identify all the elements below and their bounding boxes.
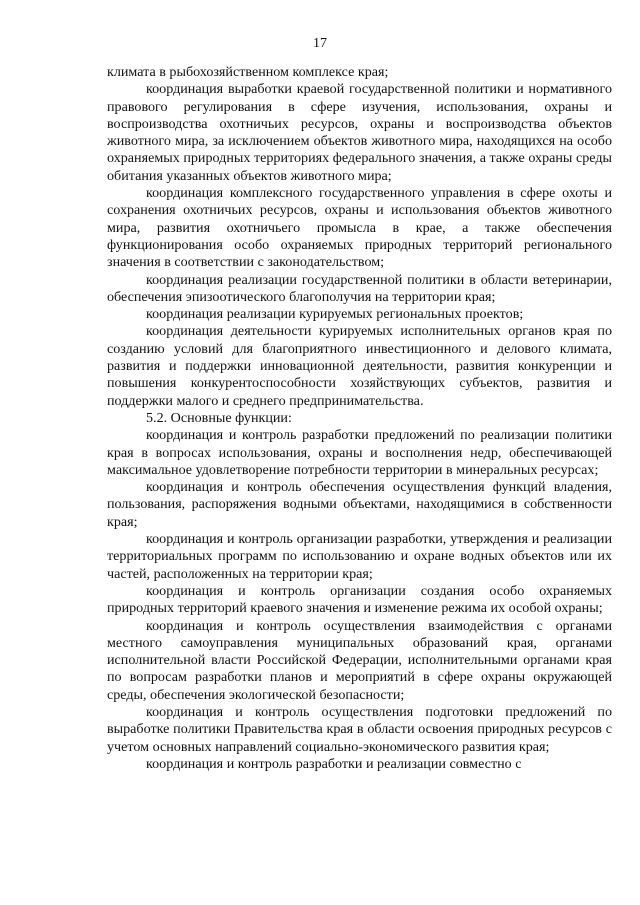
- paragraph: климата в рыбохозяйственном комплексе края;: [107, 64, 389, 80]
- paragraph: координация и контроль организации создания особо охраняемых природных территорий краевого значения и изменение режима их особой охраны;: [107, 582, 612, 617]
- paragraph: координация комплексного государственного управления в сфере охоты и сохранения охотничьих ресурсов, охраны и использования объектов животного мира, развития охотничьего промысла в крае, а также обеспечения функционирования особо охраняемых природных территорий регионального значения в соответствии с законодательством;: [107, 185, 612, 271]
- body-text: [107, 64, 612, 773]
- page-number: 17: [313, 36, 327, 51]
- paragraph: координация реализации государственной политики в области ветеринарии, обеспечения эпизоотического благополучия на территории края;: [107, 271, 612, 305]
- paragraph: координация деятельности курируемых исполнительных органов края по созданию условий для благоприятного инвестиционного и делового климата, развития и поддержки инновационной деятельности, развития конкуренции и повышения конкурентоспособности хозяйствующих субъектов, развития и поддержки малого и среднего предпринимательства.: [107, 323, 612, 409]
- paragraph: координация и контроль обеспечения осуществления функций владения, пользования, распоряжения водными объектами, находящимися в собственности края;: [107, 479, 612, 530]
- paragraph: координация и контроль разработки и реализации совместно с: [146, 755, 522, 772]
- paragraph: координация и контроль организации разработки, утверждения и реализации территориальных программ по использованию и охране водных объектов или их частей, расположенных на территории края;: [107, 531, 612, 582]
- paragraph: координация выработки краевой государственной политики и нормативного правового регулирования в сфере изучения, использования, охраны и воспроизводства охотничьих ресурсов, охраны и воспроизводства объектов животного мира, за исключением объектов животного мира, находящихся на особо охраняемых природных территориях федерального значения, а также охраны среды обитания указанных объектов животного мира;: [107, 81, 612, 184]
- paragraph: координация и контроль осуществления взаимодействия с органами местного самоуправления муниципальных образований края, органами исполнительной власти Российской Федерации, исполнительными органами края по вопросам разработки планов и мероприятий в сфере охраны окружающей среды, обеспечения экологической безопасности;: [107, 617, 612, 703]
- paragraph: координация реализации курируемых региональных проектов;: [146, 306, 524, 323]
- section-heading: 5.2. Основные функции:: [146, 409, 292, 426]
- paragraph: координация и контроль разработки предложений по реализации политики края в вопросах использования, охраны и восполнения недр, обеспечивающей максимальное удовлетворение потребности территории в минеральных ресурсах;: [107, 427, 612, 478]
- paragraph: координация и контроль осуществления подготовки предложений по выработке политики Правительства края в области освоения природных ресурсов с учетом основных направлений социально-экономического развития края;: [107, 703, 612, 755]
